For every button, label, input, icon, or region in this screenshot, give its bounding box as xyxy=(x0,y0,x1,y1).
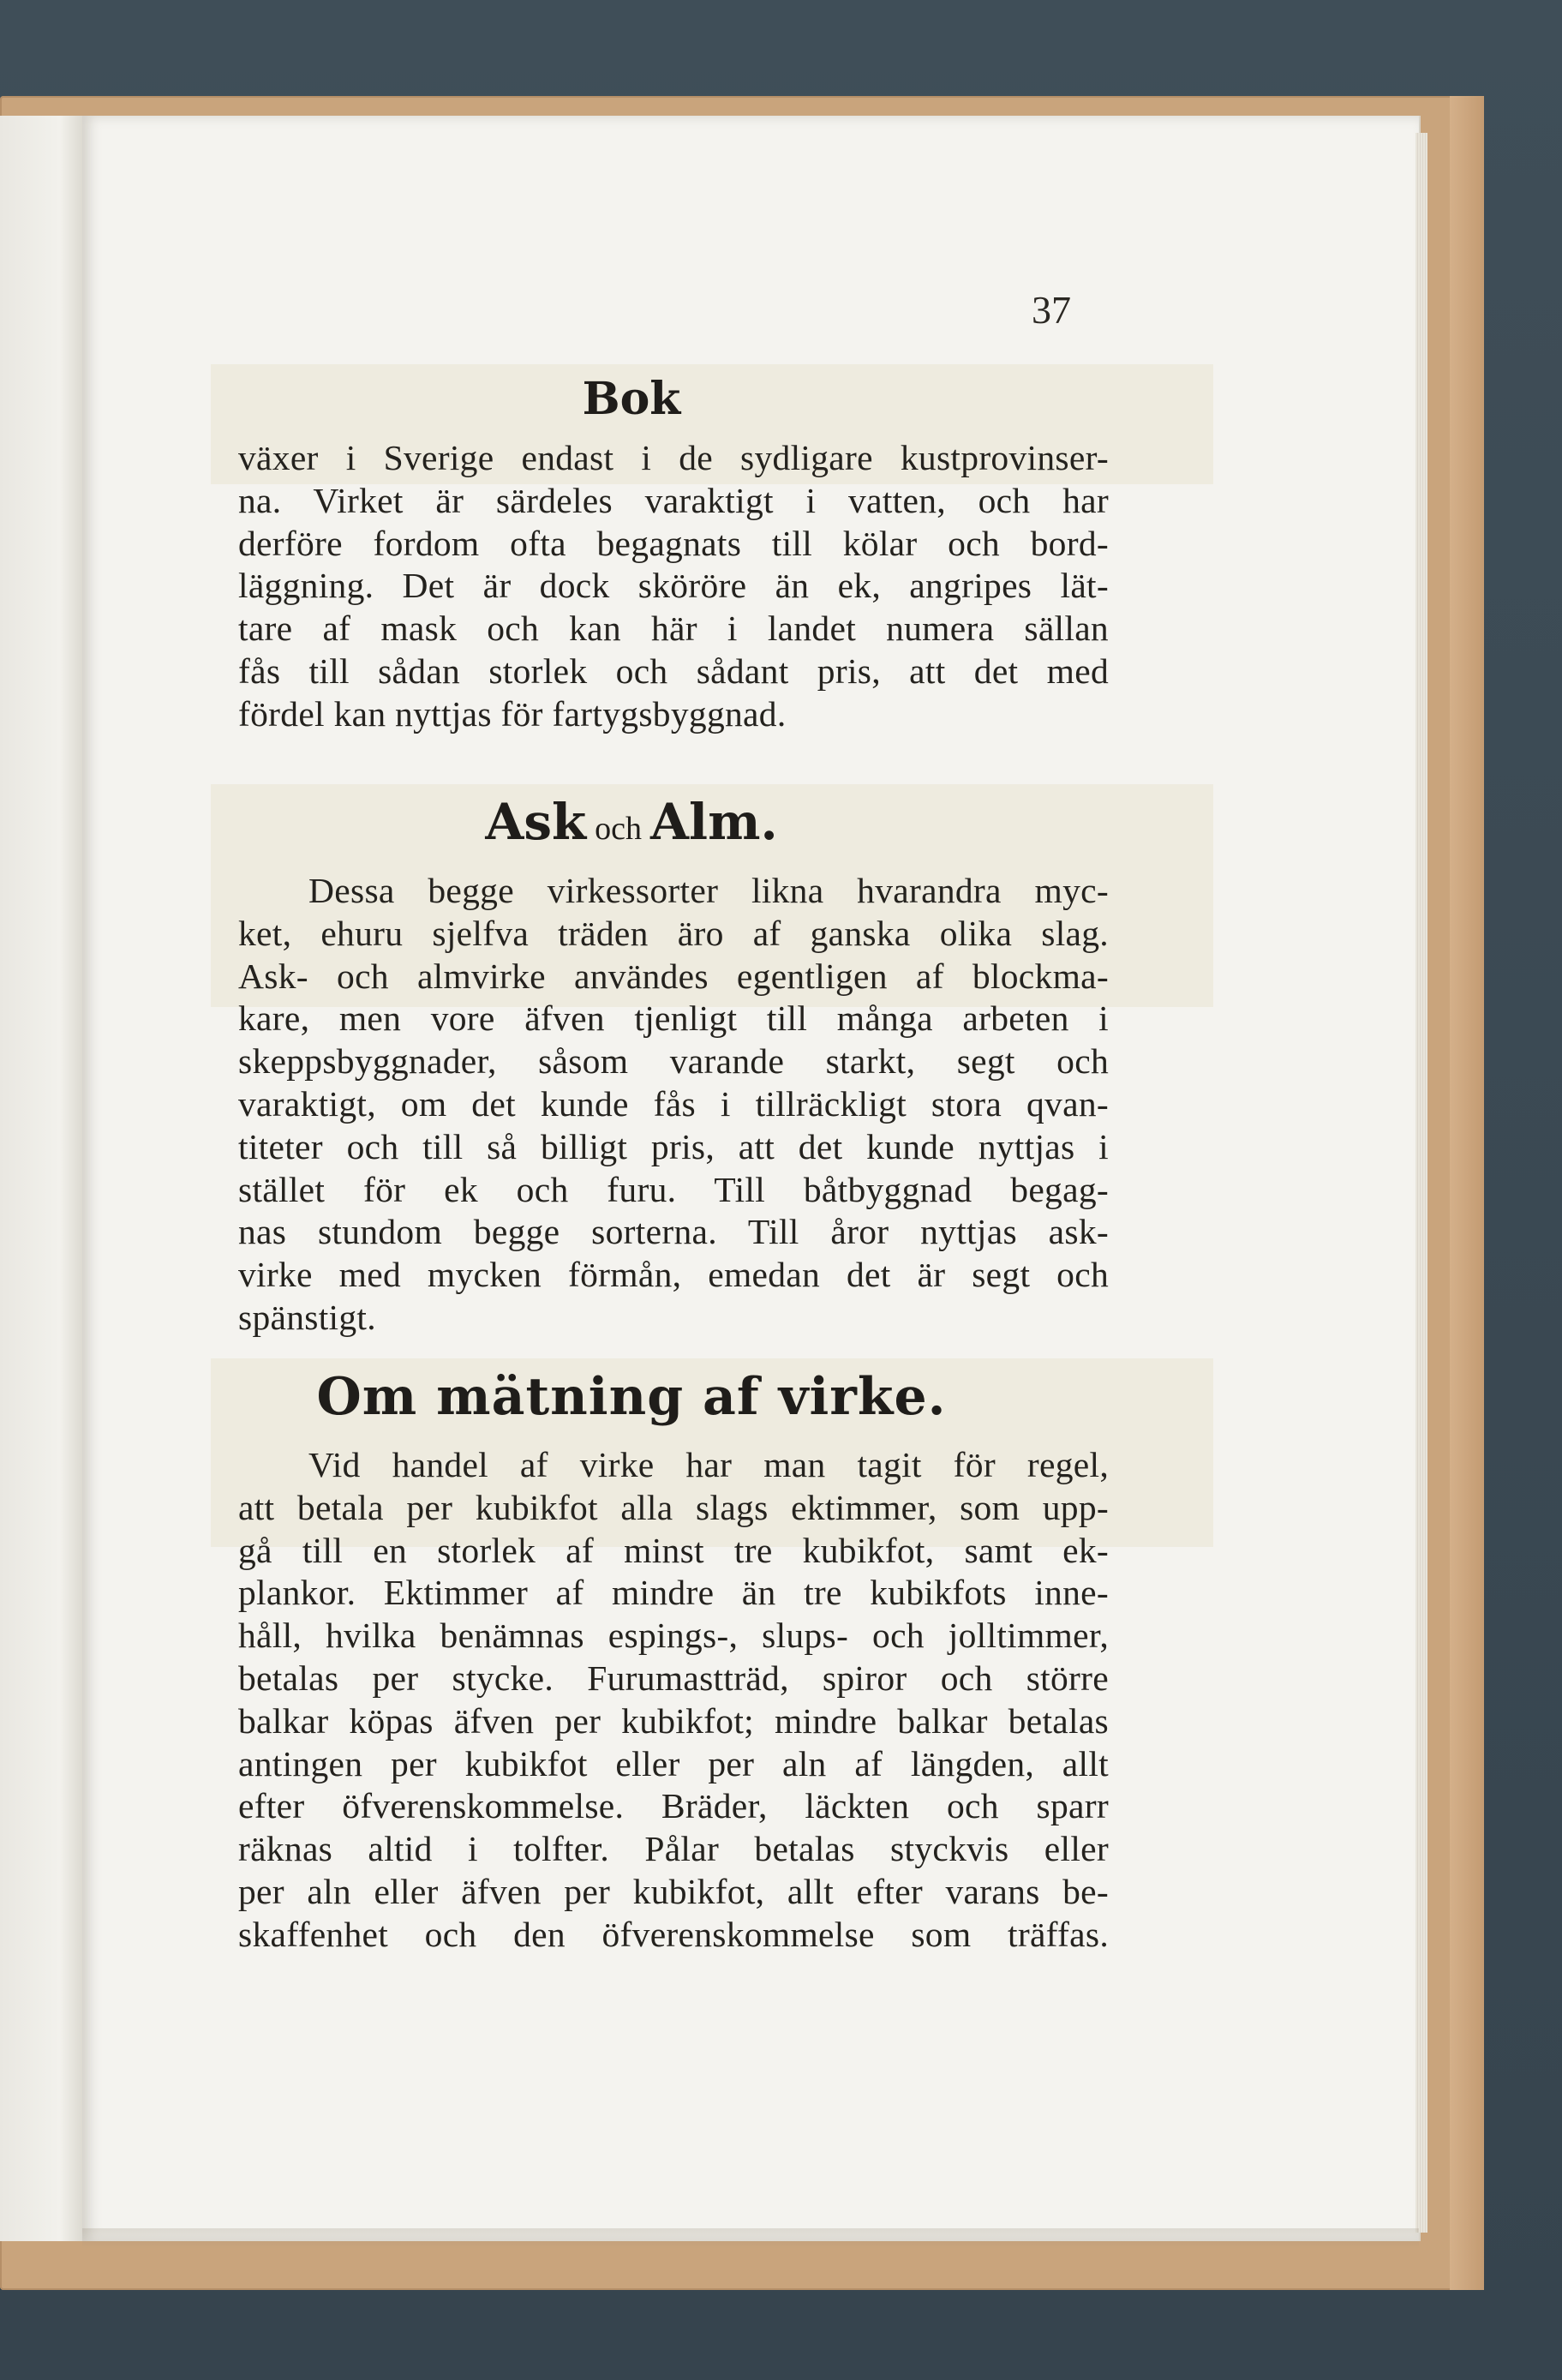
text-line: Dessa begge virkessorter likna hvarandra myc- xyxy=(308,871,1109,910)
text-line: håll, hvilka benämnas espings-, slups- och jolltimmer, xyxy=(238,1616,1109,1656)
paragraph-om-matning xyxy=(238,1444,1109,1957)
text-line: räknas altid i tolfter. Pålar betalas styckvis eller xyxy=(238,1829,1109,1869)
page-bottom-shadow xyxy=(82,2228,1419,2249)
text-line: kare, men vore äfven tjenligt till många arbeten i xyxy=(238,998,1109,1039)
text-line: varaktigt, om det kunde fås i tillräckligt stora qvan- xyxy=(238,1083,1109,1124)
page-number: 37 xyxy=(1032,288,1071,332)
cover-edge xyxy=(1450,96,1484,2290)
paragraph-bok xyxy=(238,437,1109,736)
text-line: efter öfverenskommelse. Bräder, läckten och sparr xyxy=(238,1786,1109,1826)
text-line: skeppsbyggnader, såsom varande starkt, segt och xyxy=(238,1041,1109,1082)
text-line: virke med mycken förmån, emedan det är segt och xyxy=(238,1255,1109,1295)
heading-word: Ask xyxy=(485,793,587,851)
text-line: balkar köpas äfven per kubikfot; mindre balkar betalas xyxy=(238,1700,1109,1741)
text-line: na. Virket är särdeles varaktigt i vatten, och har xyxy=(238,480,1109,520)
text-line: att betala per kubikfot alla slags ektimmer, som upp- xyxy=(238,1487,1109,1527)
text-line: Vid handel af virke har man tagit för regel, xyxy=(308,1445,1109,1484)
section-heading-om-matning: Om mätning af virke. xyxy=(316,1367,947,1427)
facing-page-edge xyxy=(0,116,87,2241)
text-line: plankor. Ektimmer af mindre än tre kubikfots inne- xyxy=(238,1573,1109,1613)
text-line: stället för ek och furu. Till båtbyggnad begag- xyxy=(238,1169,1109,1209)
text-line: skaffenhet och den öfverenskommelse som träffas. xyxy=(238,1914,1109,1954)
text-line: antingen per kubikfot eller per aln af längden, allt xyxy=(238,1743,1109,1784)
text-line: fördel kan nyttjas för fartygsbyggnad. xyxy=(238,693,787,734)
text-line: Ask- och almvirke användes egentligen af blockma- xyxy=(238,956,1109,996)
text-line: fås till sådan storlek och sådant pris, att det med xyxy=(238,650,1109,691)
text-line: läggning. Det är dock sköröre än ek, angripes lät- xyxy=(238,566,1109,606)
text-line: nas stundom begge sorterna. Till åror nyttjas ask- xyxy=(238,1212,1109,1252)
page-fore-edge xyxy=(1415,133,1427,2233)
text-line: derföre fordom ofta begagnats till kölar och bord- xyxy=(238,523,1109,563)
text-line: betalas per stycke. Furumastträd, spiror och större xyxy=(238,1658,1109,1698)
text-line: ket, ehuru sjelfva träden äro af ganska olika slag. xyxy=(238,913,1109,953)
text-line: spänstigt. xyxy=(238,1297,376,1337)
section-heading-bok: Bok xyxy=(582,373,681,425)
text-line: växer i Sverige endast i de sydligare kustprovinser- xyxy=(238,438,1109,477)
heading-word: Alm. xyxy=(650,793,778,851)
text-line: titeter och till så billigt pris, att det kunde nyttjas i xyxy=(238,1126,1109,1166)
text-line: gå till en storlek af minst tre kubikfot, samt ek- xyxy=(238,1530,1109,1570)
paragraph-ask-och-alm xyxy=(238,870,1109,1340)
text-line: per aln eller äfven per kubikfot, allt efter varans be- xyxy=(238,1871,1109,1911)
text-line: tare af mask och kan här i landet numera sällan xyxy=(238,608,1109,649)
heading-word: och xyxy=(595,811,643,847)
section-heading-ask-och-alm xyxy=(154,793,1109,851)
